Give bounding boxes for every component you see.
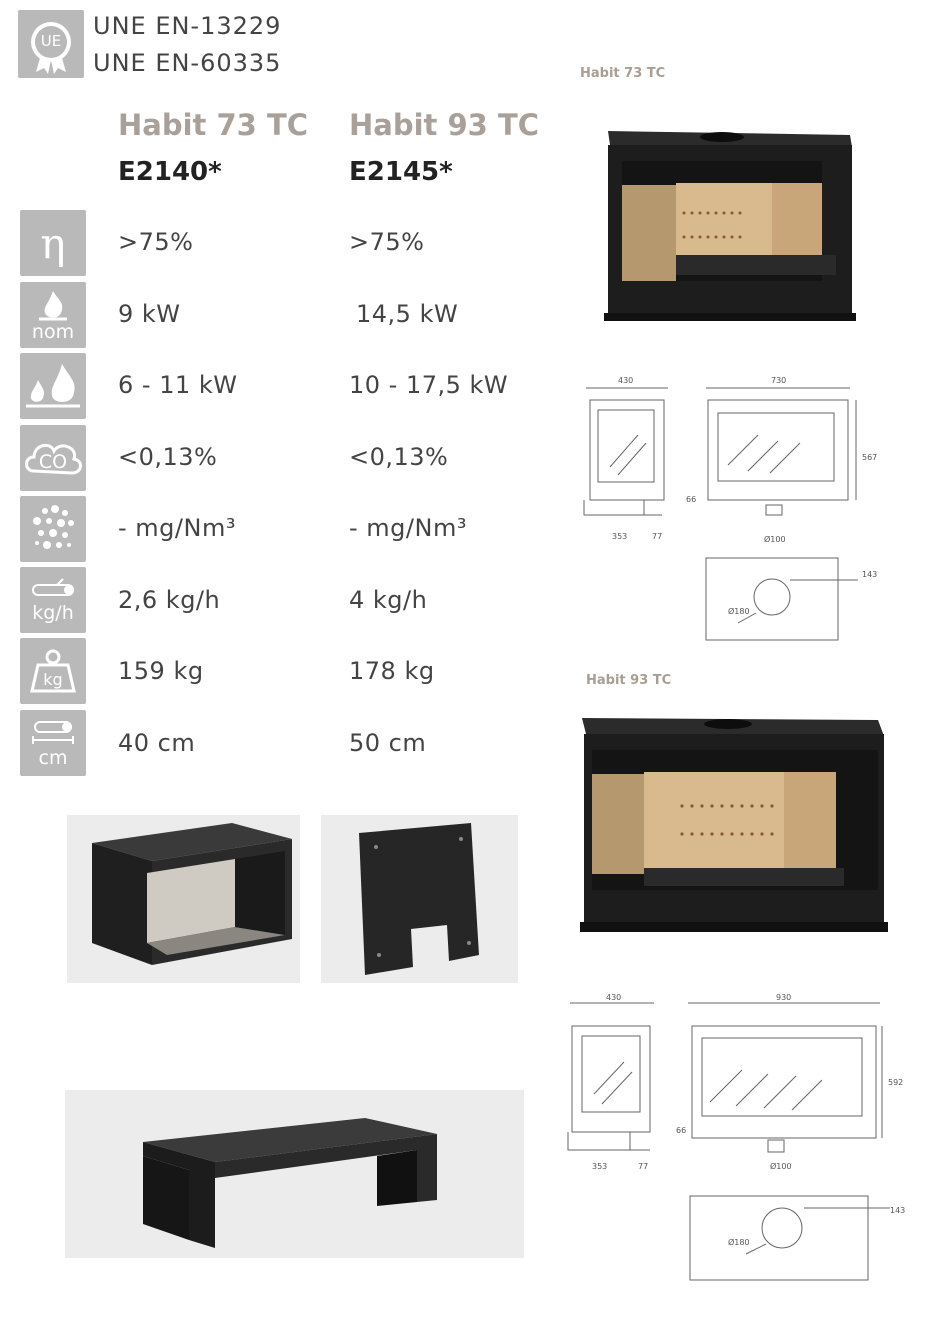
dim-width: 730 bbox=[771, 376, 787, 385]
spec-value: - mg/Nm³ bbox=[118, 514, 236, 542]
fireplace-93-image bbox=[578, 714, 890, 949]
weight-icon bbox=[20, 638, 86, 704]
spec-value: - mg/Nm³ bbox=[349, 514, 467, 542]
spec-value: 159 kg bbox=[118, 657, 204, 685]
spec-value: 6 - 11 kW bbox=[118, 371, 238, 399]
nominal-power-flame-icon bbox=[20, 282, 86, 348]
spec-value: 178 kg bbox=[349, 657, 435, 685]
wood-consumption-icon bbox=[20, 567, 86, 633]
drawing-73 bbox=[578, 375, 878, 645]
fireplace-73-image bbox=[600, 125, 860, 330]
spec-value: >75% bbox=[118, 228, 194, 256]
dim-height: 592 bbox=[888, 1078, 904, 1087]
spec-value: <0,13% bbox=[349, 443, 449, 471]
spec-value: 14,5 kW bbox=[356, 300, 459, 328]
standard-1: UNE EN-13229 bbox=[93, 12, 282, 40]
eta-glyph: η bbox=[40, 218, 66, 268]
power-range-flames-icon bbox=[20, 353, 86, 419]
dim-outlet: Ø180 bbox=[728, 607, 750, 616]
spec-value: 10 - 17,5 kW bbox=[349, 371, 509, 399]
dim-depth: 430 bbox=[618, 376, 634, 385]
spec-value: <0,13% bbox=[118, 443, 218, 471]
cm-label: cm bbox=[38, 747, 68, 769]
ue-badge-icon bbox=[18, 10, 84, 78]
dim-side-a: 353 bbox=[592, 1162, 608, 1171]
ue-badge-text: UE bbox=[40, 32, 62, 50]
co-label: CO bbox=[38, 451, 68, 473]
dim-side-c: 66 bbox=[676, 1126, 687, 1135]
particles-dots-icon bbox=[20, 496, 86, 562]
accessory-back-panel-image bbox=[321, 815, 518, 983]
nom-label: nom bbox=[31, 321, 75, 343]
spec-value: 9 kW bbox=[118, 300, 181, 328]
dim-side-b: 77 bbox=[652, 532, 663, 541]
kgh-label: kg/h bbox=[32, 602, 74, 624]
kg-label: kg bbox=[43, 669, 63, 689]
model-name-2: Habit 93 TC bbox=[349, 108, 540, 142]
efficiency-eta-icon bbox=[20, 210, 86, 276]
spec-value: 2,6 kg/h bbox=[118, 586, 221, 614]
drawing-93 bbox=[560, 990, 906, 1290]
spec-value: >75% bbox=[349, 228, 425, 256]
accessory-bench-image bbox=[65, 1090, 524, 1258]
model-code-1: E2140* bbox=[118, 157, 222, 187]
model-name-1: Habit 73 TC bbox=[118, 108, 309, 142]
dim-side-a: 353 bbox=[612, 532, 628, 541]
dim-side-c: 66 bbox=[686, 495, 697, 504]
dim-outlet: Ø180 bbox=[728, 1238, 750, 1247]
model-code-2: E2145* bbox=[349, 157, 453, 187]
standard-2: UNE EN-60335 bbox=[93, 49, 282, 77]
dim-depth: 430 bbox=[606, 993, 622, 1002]
co-emission-cloud-icon bbox=[20, 425, 86, 491]
dim-height: 567 bbox=[862, 453, 878, 462]
log-length-icon bbox=[20, 710, 86, 776]
dim-flue: Ø100 bbox=[764, 535, 786, 544]
dim-width: 930 bbox=[776, 993, 792, 1002]
dim-side-b: 77 bbox=[638, 1162, 649, 1171]
spec-value: 40 cm bbox=[118, 729, 196, 757]
spec-value: 50 cm bbox=[349, 729, 427, 757]
product-label-1: Habit 73 TC bbox=[580, 66, 666, 81]
dim-offset: 143 bbox=[862, 570, 878, 579]
dim-flue: Ø100 bbox=[770, 1162, 792, 1171]
spec-value: 4 kg/h bbox=[349, 586, 428, 614]
product-label-2: Habit 93 TC bbox=[586, 673, 672, 688]
dim-offset: 143 bbox=[890, 1206, 906, 1215]
accessory-base-box-image bbox=[67, 815, 300, 983]
